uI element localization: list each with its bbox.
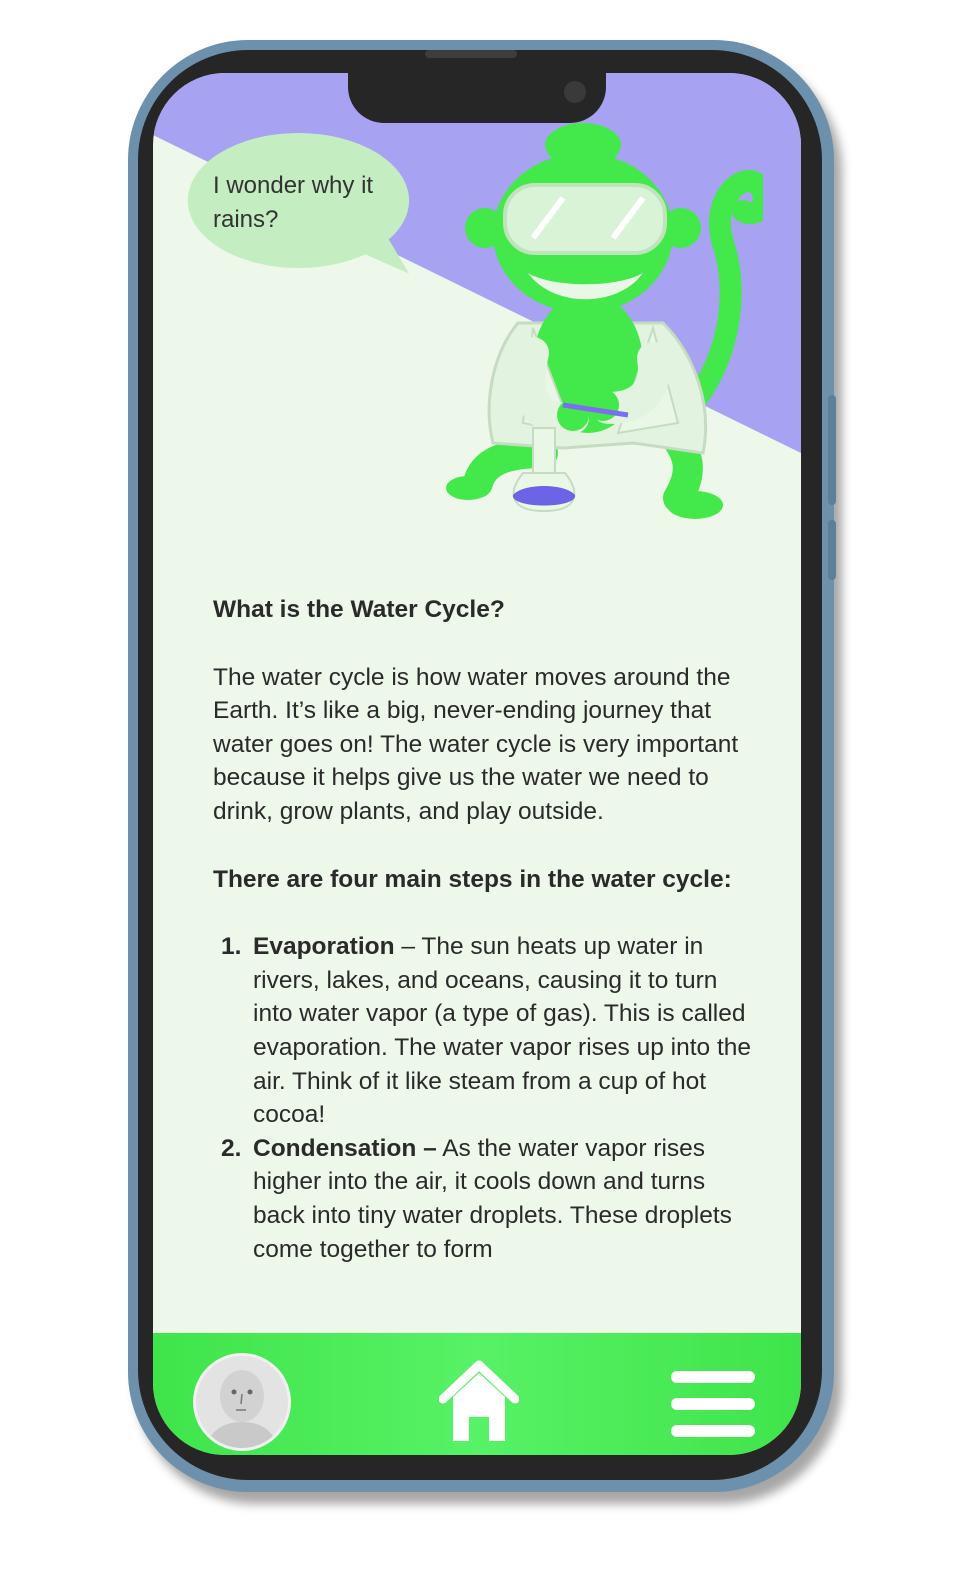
article-content: [213, 593, 753, 1266]
power-button: [828, 520, 836, 580]
step-term: Evaporation: [253, 933, 395, 961]
camera-icon: [564, 81, 586, 103]
article-title: What is the Water Cycle?: [213, 596, 505, 623]
steps-heading: There are four main steps in the water cycle:: [213, 865, 732, 893]
list-item: [213, 1132, 753, 1266]
step-number: 2.: [221, 1134, 242, 1162]
article-intro: The water cycle is how water moves around the Earth. It’s like a big, never-ending journey that water goes on! The water cycle is very important because it helps give us the water we need to drink, grow plants, and play outside.: [213, 663, 739, 825]
step-text: As the water vapor rises higher into the air, it cools down and turns back into tiny water droplets. These droplets come together to form: [253, 1134, 732, 1263]
speaker-grille: [425, 50, 517, 58]
volume-button: [828, 395, 836, 505]
list-item: [213, 930, 753, 1132]
step-text: – The sun heats up water in rivers, lakes, and oceans, causing it to turn into water vapor (a type of gas). This is called evaporation. The water vapor rises up into the air. Think of it like steam from a cup of hot cocoa!: [253, 933, 752, 1129]
bottom-nav-bar: [153, 1333, 801, 1455]
phone-notch: [348, 73, 606, 123]
home-icon[interactable]: [439, 1359, 519, 1443]
step-term: Condensation –: [253, 1134, 437, 1162]
speech-bubble-text: I wonder why it rains?: [213, 172, 374, 233]
phone-screen: [153, 73, 801, 1455]
monkey-scientist-illustration: [423, 123, 763, 523]
step-number: 1.: [221, 933, 242, 961]
steps-list: [213, 930, 753, 1266]
hamburger-menu-icon[interactable]: [671, 1369, 755, 1439]
avatar-icon[interactable]: [193, 1353, 291, 1451]
